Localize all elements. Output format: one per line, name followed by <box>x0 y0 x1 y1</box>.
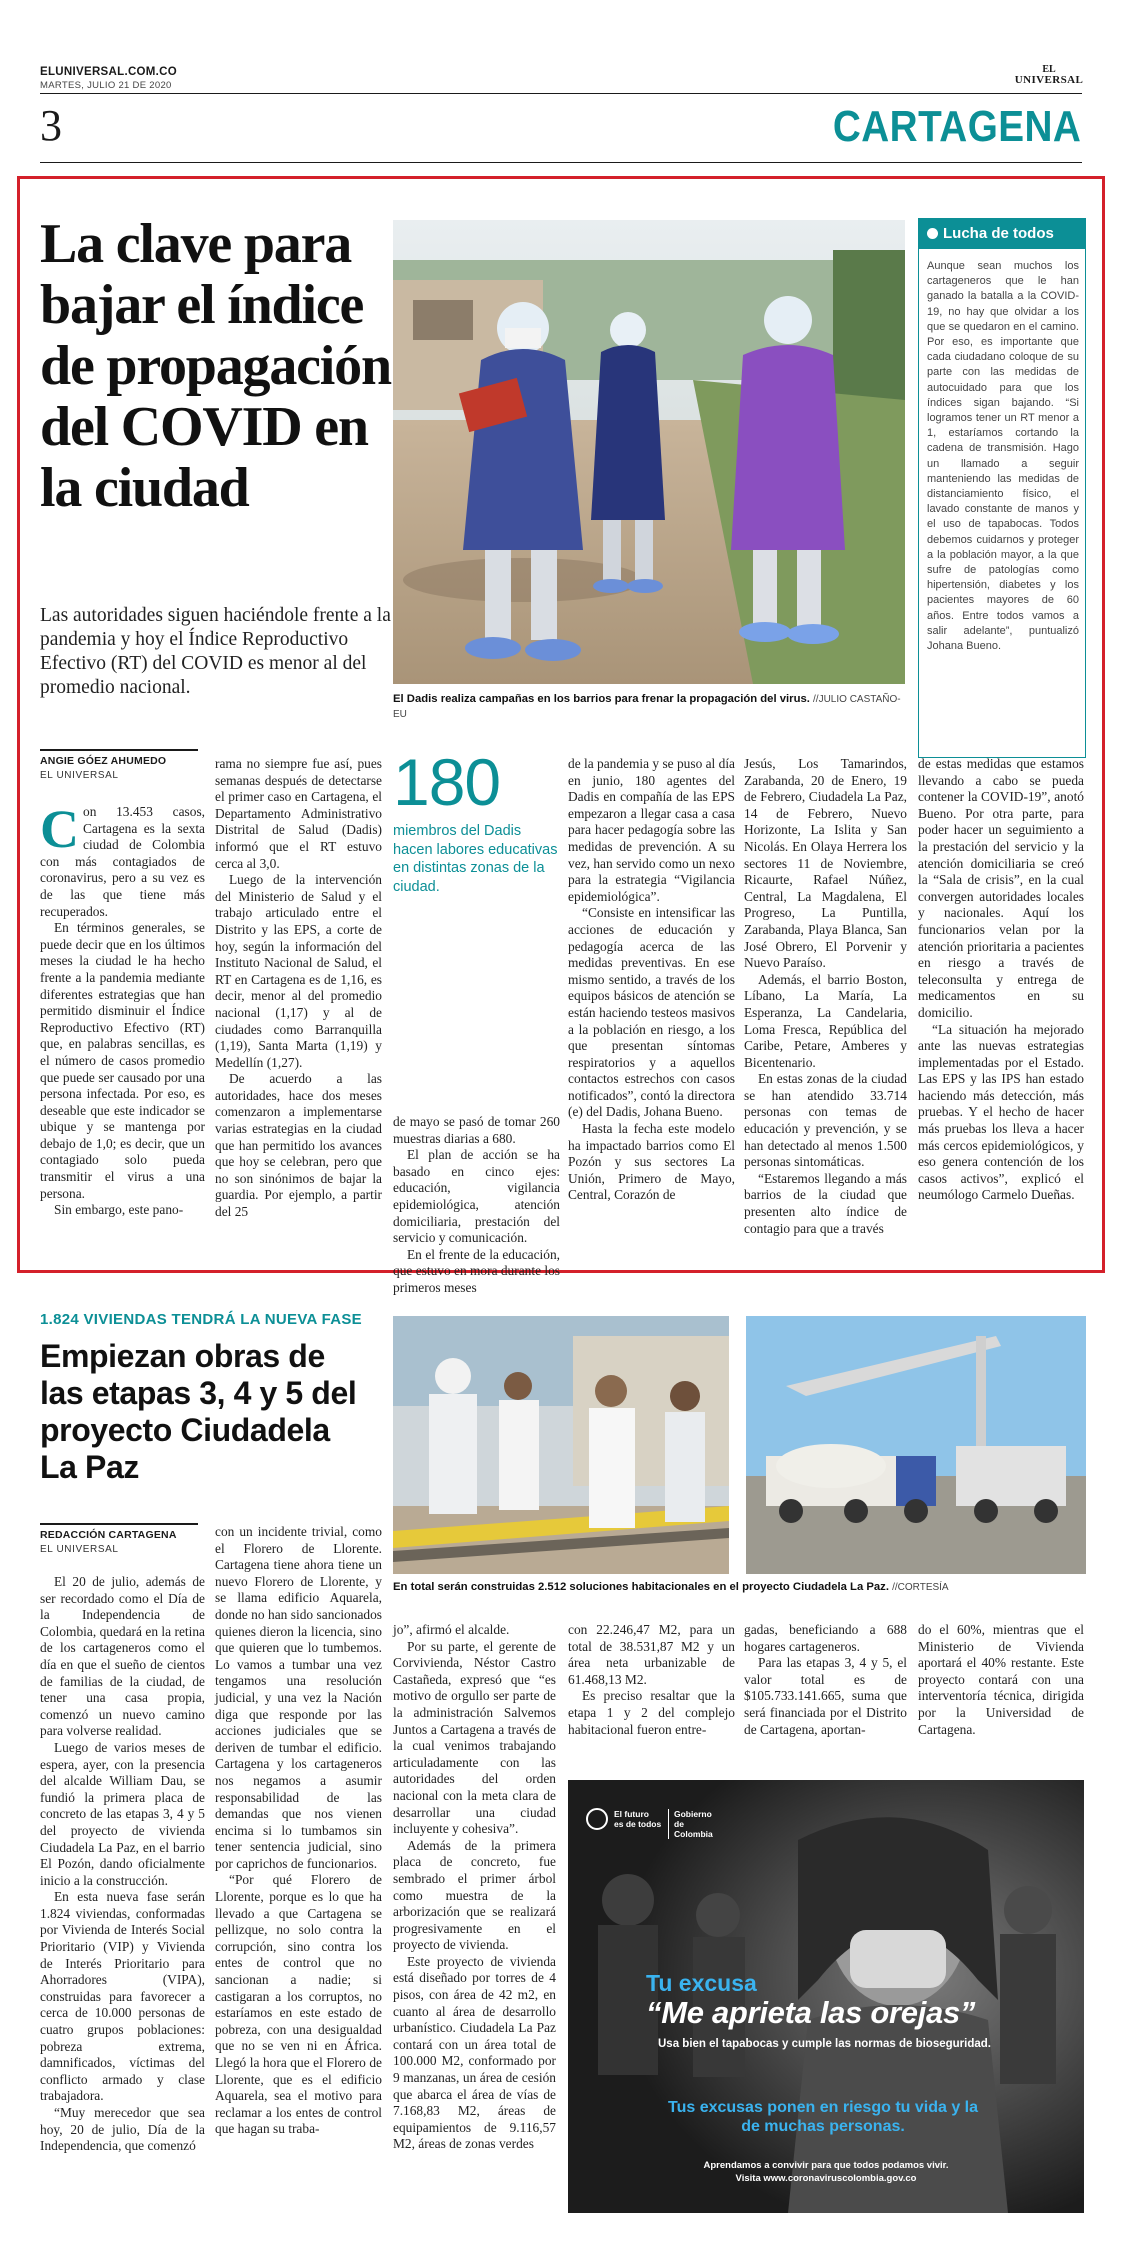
main-col3-p3: En el frente de la educación, que estuvo en mora durante los primeros meses <box>393 1246 560 1295</box>
main-col4-p1: de la pandemia y se puso al día en junio, 180 agentes del Dadis en compañía de las EPS empezaron a llegar casa a casa para hacer pedagogía sobre las medidas de prevención. A su vez, han servido como un nexo para la estrategia “Vigilancia epidemiológica”. <box>568 756 735 904</box>
newspaper-logo <box>1014 64 1084 86</box>
sidebar-box <box>918 218 1086 758</box>
second-col1-p3: En esta nueva fase serán 1.824 viviendas, conformadas por Vivienda de Interés Social Prioritario (VIP) y Vivienda de Interés Prioritario para Ahorradores (VIPA), construidas para favorecer a cerca de 10.000 personas de cuatro grupos poblaciones: pobreza extrema, damnificados, víctimas del conflicto armado y clase trabajadora. <box>40 1889 205 2104</box>
ad-gov-line1: Gobierno <box>674 1809 712 1819</box>
ad-gov-line2: de Colombia <box>674 1819 713 1839</box>
ad-footer-1: Aprendamos a convivir para que todos podamos vivir. <box>703 2160 949 2171</box>
government-ad <box>568 1780 1084 2213</box>
main-col4-p2: “Consiste en intensificar las acciones de educación y pedagogía acerca de las medidas preventivas. En ese mismo sentido, a través de los equipos básicos de atención se están haciendo testeos masivos a la población en riesgo, a los que presentan síntomas respiratorios y a aquellos contactos estrechos con casos notificados”, contó la directora (e) del Dadis, Johana Bueno. <box>568 905 735 1120</box>
second-col3-p2: Por su parte, el gerente de Corvivienda, Néstor Castro Castañeda, expresó que “es motivo de orgullo ser parte de la administración Salvemos Juntos a Cartagena a través de la cual venimos trabajando articuladamente con las autoridades del orden nacional con la meta clara de desarrollar una ciudad incluyente y cohesiva”. <box>393 1638 556 1837</box>
main-col3-p2: El plan de acción se ha basado en cinco ejes: educación, vigilancia epidemiológica, atención domiciliaria, prestación del servicio y comunicación. <box>393 1147 560 1246</box>
main-col-6 <box>918 756 1084 1259</box>
second-byline-org: EL UNIVERSAL <box>40 1544 119 1555</box>
main-caption-text: El Dadis realiza campañas en los barrios para frenar la propagación del virus. <box>393 693 810 705</box>
second-col5-p2: Para las etapas 3, 4 y 5, el valor total es de $105.733.141.665, suma que será financiada por el Distrito de Cartagena, aportan- <box>744 1655 907 1737</box>
officials-ceremony-photo <box>393 1316 729 1574</box>
main-byline-org: EL UNIVERSAL <box>40 770 119 781</box>
ad-tagline-small: Tu excusa <box>646 1970 757 1996</box>
health-workers-photo <box>393 220 905 684</box>
second-col3-p1: jo”, afirmó el alcalde. <box>393 1622 510 1637</box>
main-col-1 <box>40 799 205 1259</box>
section-title: CARTAGENA <box>832 102 1081 151</box>
page-number: 3 <box>40 101 62 150</box>
section-rule <box>40 162 1082 163</box>
second-headline: Empiezan obras de las etapas 3, 4 y 5 del proyecto Ciudadela La Paz <box>40 1338 357 1485</box>
logo-line2: UNIVERSAL <box>1014 74 1084 86</box>
masthead-rule <box>40 93 1082 94</box>
second-col-3 <box>393 1622 556 2214</box>
main-col5-p3: En estas zonas de la ciudad se han atendido 33.714 personas con temas de educación y prevención, y se han detectado al menos 1.500 personas sintomáticas. <box>744 1071 907 1170</box>
main-col2-p1: rama no siempre fue así, pues semanas después de detectarse el primer caso en Cartagena, el Departamento Administrativo Distrital de Salud (Dadis) informó que el RT estuvo cerca al 3,0. <box>215 756 382 871</box>
ad-subline: Usa bien el tapabocas y cumple las normas de bioseguridad. <box>658 2038 991 2050</box>
second-col5-p1: gadas, beneficiando a 688 hogares cartageneros. <box>744 1622 907 1654</box>
second-caption-credit: //CORTESÍA <box>892 1582 949 1593</box>
main-byline-rule <box>40 749 198 751</box>
sidebar-header <box>919 219 1085 249</box>
main-headline: La clave para bajar el índice de propagación del COVID en la ciudad <box>40 213 391 519</box>
main-photo-caption <box>393 692 913 722</box>
second-photo-caption <box>393 1580 1093 1595</box>
main-col-2 <box>215 756 382 1259</box>
main-deck: Las autoridades siguen haciéndole frente a la pandemia y hoy el Índice Reproductivo Efectivo (RT) del COVID es menor al del promedio nacional. <box>40 605 391 698</box>
second-col4-p2: Es preciso resaltar que la etapa 1 y 2 del complejo habitacional fueron entre- <box>568 1688 735 1737</box>
second-col6-p1: do el 60%, mientras que el Ministerio de Vivienda aportará el 40% restante. Este proyecto contará con una interventoría técnica, dirigida por la Universidad de Cartagena. <box>918 1622 1084 1737</box>
second-col-2 <box>215 1524 382 2214</box>
construction-trucks-photo <box>746 1316 1086 1574</box>
main-col2-p3: De acuerdo a las autoridades, hace dos meses comenzaron a implementarse varias estrategias en la ciudad que han permitido los avances que hoy se celebran, pero que no son sinónimos de bajar la guardia. Por ejemplo, a partir del 25 <box>215 1071 382 1220</box>
main-col-4 <box>568 756 735 1259</box>
ad-logo-line2: es de todos <box>614 1819 662 1829</box>
main-col1-p2: En términos generales, se puede decir que en los últimos meses la ciudad le ha hecho frente a la pandemia mediante diferentes estrategias que han permitido disminuir el Índice Reproductivo Efectivo (RT) que, en palabras sencillas, es el número de casos promedio que puede ser causado por una persona infectada. Por eso, es deseable que este indicador se ubique y se mantenga por debajo de 1,0; es decir, que un contagiado solo pueda transmitir el virus a una persona. <box>40 920 205 1201</box>
colombia-logo-icon <box>586 1808 608 1830</box>
second-photo-left <box>393 1316 729 1574</box>
second-col-6 <box>918 1622 1084 1770</box>
stat-text: miembros del Dadis hacen labores educativas en distintas zonas de la ciudad. <box>393 823 558 895</box>
ad-footer-2: Visita www.coronaviruscolombia.gov.co <box>735 2173 917 2184</box>
main-col3-p1: de mayo se pasó de tomar 260 muestras diarias a 680. <box>393 1114 560 1146</box>
main-col-5 <box>744 756 907 1259</box>
main-col5-p1: Jesús, Los Tamarindos, Zarabanda, 20 de Enero, 19 de Febrero, Ciudadela La Paz, 14 de Febrero, Nuevo Horizonte, La Islita y San Nicolás. En Olaya Herrera los sectores 11 de Noviembre, Ricaurte, Rafael Núñez, Central, La Magdalena, El Progreso, La Puntilla, Zarabanda, Playa Blanca, San José Obrero, El Porvenir y Nuevo Paraíso. <box>744 756 907 971</box>
second-col1-p2: Luego de varios meses de espera, ayer, con la presencia del alcalde William Dau, se fundió la primera placa de concreto de las etapas 3, 4 y 5 del proyecto de vivienda Ciudadela La Paz, en el barrio El Pozón, dando oficialmente inicio a la construcción. <box>40 1739 205 1888</box>
main-col4-p3: Hasta la fecha este modelo ha impactado barrios como El Pozón y sus sectores La Unión, Primero de Mayo, Central, Corazón de <box>568 1121 735 1203</box>
second-col1-p1: El 20 de julio, además de ser recordado como el Día de la Independencia de Colombia, quedará en la retina de los cartageneros como el día en que el sueño de cientos de familias de la ciudad, de tener una casa propia, comenzó un nuevo camino para volverse realidad. <box>40 1574 205 1739</box>
ad-warning: Tus excusas ponen en riesgo tu vida y la de muchas personas. <box>667 2099 979 2135</box>
main-byline-name: ANGIE GÓEZ AHUMEDO <box>40 755 167 767</box>
second-kicker: 1.824 VIVIENDAS TENDRÁ LA NUEVA FASE <box>40 1311 362 1328</box>
ad-logo-line1: El futuro <box>614 1809 649 1819</box>
second-col-1 <box>40 1574 205 2214</box>
ad-tagline-big: “Me aprieta las orejas” <box>646 1995 976 2030</box>
site-url: ELUNIVERSAL.COM.CO <box>40 66 178 78</box>
second-byline-rule <box>40 1523 198 1525</box>
drop-cap: C <box>40 799 79 859</box>
second-col-5 <box>744 1622 907 1770</box>
second-byline-name: REDACCIÓN CARTAGENA <box>40 1529 177 1541</box>
stat-number: 180 <box>393 745 501 819</box>
issue-date: MARTES, JULIO 21 DE 2020 <box>40 80 172 91</box>
main-col6-p1: de estas medidas que estamos llevando a cabo se pueda contener la COVID-19”, anotó Bueno. Por otra parte, para poder hacer un seguimiento a la prestación del servicio y la atención domiciliaria se creó la “Sala de crisis”, en la cual convergen autoridades locales y nacionales. Aquí los funcionarios velan por la atención prioritaria a pacientes en riesgo a través de teleconsulta y entrega de medicamentos en su domicilio. <box>918 756 1084 1020</box>
sidebar-text: Aunque sean muchos los cartageneros que le han ganado la batalla a la COVID-19, no hay que olvidar a los que se quedaron en el camino. Por eso, es importante que cada ciudadano coloque de su parte con las medidas de autocuidado para que los índices sigan bajando. “Si logramos tener un RT menor a 1, estaríamos cortando la cadena de transmisión. Hago un llamado a seguir manteniendo las medidas de distanciamiento físico, el lavado constante de manos y el uso de tapabocas. Todos debemos cuidarnos y proteger a la población mayor, a la que sufre de patologías como hipertensión, diabetes y los pacientes mayores de 60 años. Entre todos vamos a salir adelante”, puntualizó Johana Bueno. <box>927 260 1079 653</box>
logo-line1: EL <box>1042 64 1056 75</box>
second-col1-p4: “Muy merecedor que sea hoy, 20 de julio, Día de la Independencia, que comenzó <box>40 2105 205 2154</box>
second-col-4 <box>568 1622 735 1770</box>
second-col4-p1: con 22.246,47 M2, para un total de 38.531,87 M2 y un área neta urbanizable de 61.468,13 M2. <box>568 1622 735 1687</box>
second-col3-p4: Este proyecto de vivienda está diseñado por torres de 4 pisos, con área de 42 m2, en cuanto al área de desarrollo urbanístico. Ciudadela La Paz contará con un área total de 100.000 M2, conformado por 9 manzanas, un área de cesión que abarca el área de vías de 7.168,83 M2, áreas de equipamientos de 9.116,57 M2, áreas de zonas verdes <box>393 1953 556 2152</box>
second-col2-p1: con un incidente trivial, como el Florero de Llorente. Cartagena tiene ahora tiene un nuevo Florero de Llorente, y se llama edificio Aquarela, donde no han sido sancionados quienes dieron la licencia, sino que quieren que lo tumbemos. Lo vamos a tumbar una vez tengamos una resolución judicial, y una vez la Nación diga que responde por las acciones judiciales que se deriven de tumbar el edificio. Cartagena y los cartageneros nos negamos a asumir responsabilidad de las demandas que nos vienen encima si lo tumbamos sin tener sentencia judicial, sino por caprichos de funcionarios. <box>215 1524 382 1871</box>
main-col2-p2: Luego de la intervención del Ministerio de Salud y el trabajo articulado entre el Distrito y las EPS, a corte de hoy, según la información del Instituto Nacional de Salud, el RT en Cartagena es de 1,16, es decir, menor al del promedio nacional (1,17) y al de ciudades como Barranquilla (1,19), Santa Marta (1,19) y Medellín (1,27). <box>215 872 382 1070</box>
second-col3-p3: Además de la primera placa de concreto, fue sembrado el primer árbol como muestra de la arborización que se realizará progresivamente en el proyecto de vivienda. <box>393 1837 556 1953</box>
main-col1-p3: Sin embargo, este pano- <box>54 1202 184 1218</box>
second-caption-text: En total serán construidas 2.512 soluciones habitacionales en el proyecto Ciudadela La Paz. <box>393 1581 889 1593</box>
sidebar-dot-icon <box>927 228 938 239</box>
second-photo-right <box>746 1316 1086 1574</box>
main-photo <box>393 220 905 684</box>
main-col5-p2: Además, el barrio Boston, Líbano, La María, La Esperanza, La Candelaria, Loma Fresca, República del Caribe, Petare, Amberes y Bicentenario. <box>744 971 907 1070</box>
second-col2-p2: “Por qué Florero de Llorente, porque es lo que ha llevado a que Cartagena se pellizque, no solo contra la corrupción, sino contra los entes de control que no sancionan a nadie; si castigaran a los corruptos, no estaríamos en este estado de pobreza, con una desigualdad que no se ven ni en África. Llegó la hora que el Florero de Llorente, que es el edificio Aquarela, sea el motivo para reclamar a los entes de control que hagan su traba- <box>215 1872 382 2137</box>
main-col1-p1: on 13.453 casos, Cartagena es la sexta ciudad de Colombia con más contagiados de coronavirus, pero a su vez es de las que tiene más recuperados. <box>40 804 205 919</box>
sidebar-title: Lucha de todos <box>943 225 1054 242</box>
main-col-3 <box>393 1114 560 1295</box>
ad-logo <box>586 1806 713 1839</box>
main-caption-credit: //JULIO CASTAÑO-EU <box>393 694 901 720</box>
main-col5-p4: “Estaremos llegando a más barrios de la ciudad que presenten alto índice de contagio para que a través <box>744 1170 907 1236</box>
main-col6-p2: “La situación ha mejorado ante las nuevas estrategias implementadas por el Estado. Las EPS y las IPS han estado haciendo más detección, más pruebas. Y el hecho de hacer más pruebas los lleva a hacer más cercos epidemiológicos, y eso genera contención de los casos activos”, explicó el neumólogo Carmelo Dueñas. <box>918 1021 1084 1203</box>
